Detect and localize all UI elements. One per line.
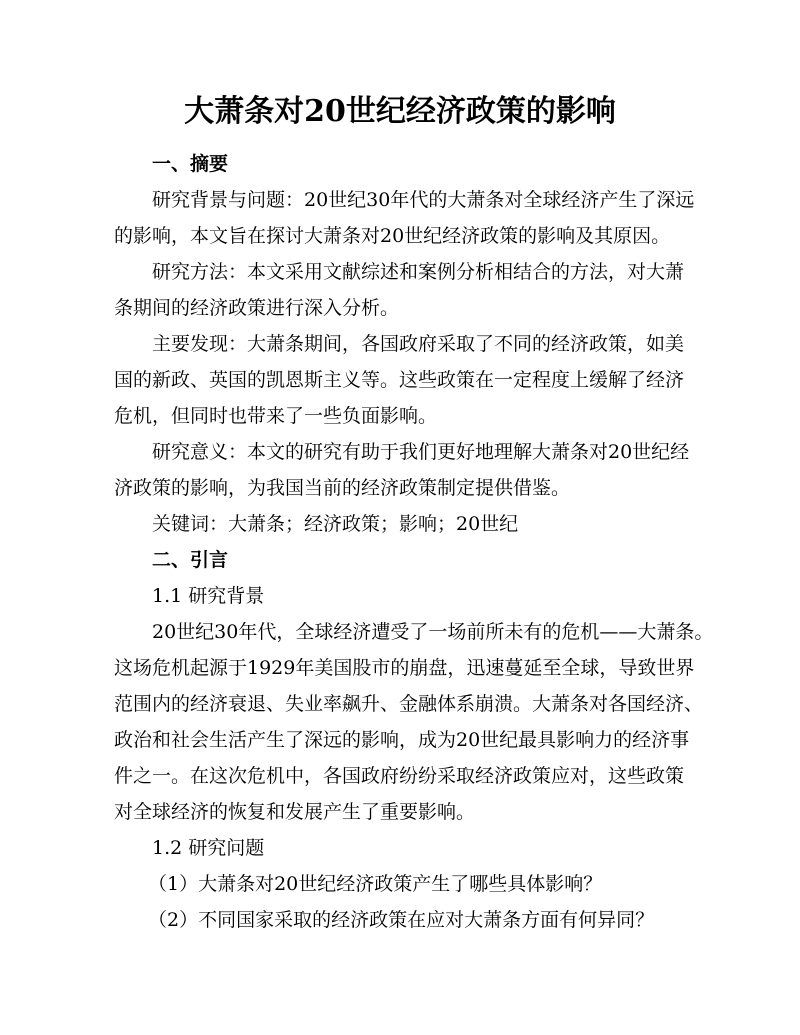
section-1-2-heading: 1.2 研究问题 xyxy=(152,837,265,859)
background-paragraph-line: 20世纪30年代，全球经济遭受了一场前所未有的危机——大萧条。 xyxy=(152,621,714,643)
abstract-significance-line: 济政策的影响，为我国当前的经济政策制定提供借鉴。 xyxy=(114,477,571,499)
document-title: 大萧条对20世纪经济政策的影响 xyxy=(184,94,616,129)
abstract-method-line: 条期间的经济政策进行深入分析。 xyxy=(114,297,400,319)
background-paragraph-line: 政治和社会生活产生了深远的影响，成为20世纪最具影响力的经济事 xyxy=(114,729,690,751)
background-paragraph-line: 对全球经济的恢复和发展产生了重要影响。 xyxy=(114,801,476,823)
abstract-heading: 一、摘要 xyxy=(152,153,229,175)
abstract-keywords: 关键词：大萧条；经济政策；影响；20世纪 xyxy=(152,513,519,535)
background-paragraph-line: 件之一。在这次危机中，各国政府纷纷采取经济政策应对，这些政策 xyxy=(114,765,685,787)
abstract-background-line: 的影响，本文旨在探讨大萧条对20世纪经济政策的影响及其原因。 xyxy=(114,225,671,247)
section-1-1-heading: 1.1 研究背景 xyxy=(152,585,265,607)
background-paragraph-line: 范围内的经济衰退、失业率飙升、金融体系崩溃。大萧条对各国经济、 xyxy=(114,693,704,715)
abstract-method-line: 研究方法：本文采用文献综述和案例分析相结合的方法，对大萧 xyxy=(152,261,685,283)
research-question-1: （1）大萧条对20世纪经济政策产生了哪些具体影响？ xyxy=(148,873,603,895)
abstract-findings-line: 主要发现：大萧条期间，各国政府采取了不同的经济政策，如美 xyxy=(152,333,685,355)
abstract-findings-line: 危机，但同时也带来了一些负面影响。 xyxy=(114,405,438,427)
intro-heading: 二、引言 xyxy=(152,549,229,571)
abstract-significance-line: 研究意义：本文的研究有助于我们更好地理解大萧条对20世纪经 xyxy=(152,441,690,463)
abstract-section xyxy=(114,146,714,938)
background-paragraph-line: 这场危机起源于1929年美国股市的崩盘，迅速蔓延至全球，导致世界 xyxy=(114,657,695,679)
abstract-background-line: 研究背景与问题：20世纪30年代的大萧条对全球经济产生了深远 xyxy=(152,189,695,211)
research-question-2: （2）不同国家采取的经济政策在应对大萧条方面有何异同？ xyxy=(148,909,655,931)
abstract-findings-line: 国的新政、英国的凯恩斯主义等。这些政策在一定程度上缓解了经济 xyxy=(114,369,685,391)
